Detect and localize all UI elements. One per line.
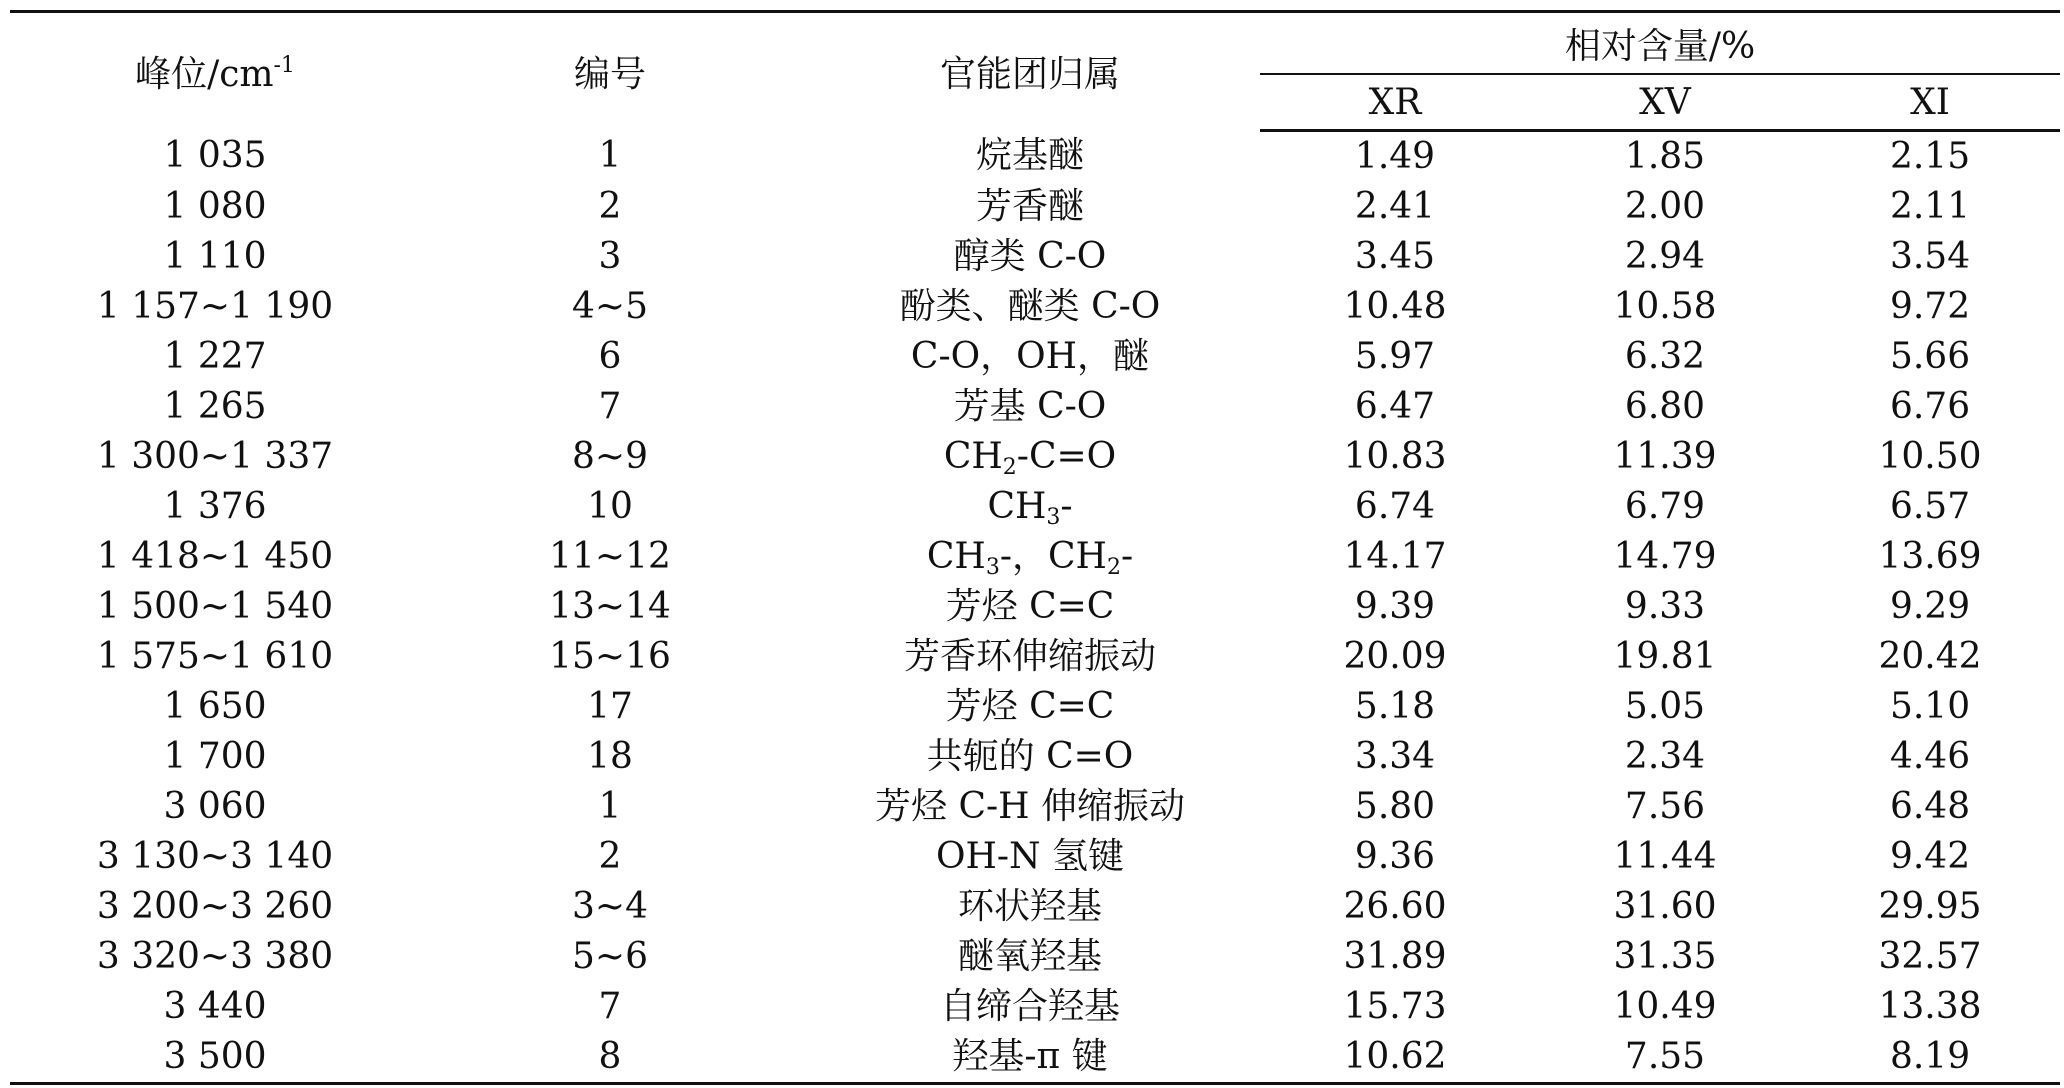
cell-value-xr: 20.09 (1343, 636, 1447, 677)
cell-assignment: 烷基醚 (975, 135, 1084, 177)
cell-value-xv: 11.39 (1613, 436, 1717, 477)
cell-value-xv: 7.55 (1530, 1032, 1800, 1084)
cell-value-xv: 9.33 (1624, 586, 1706, 627)
table-row (10, 732, 2060, 782)
cell-assignment: 环状羟基 (957, 886, 1102, 927)
cell-number: 10 (587, 486, 633, 527)
table-row (10, 332, 2060, 382)
cell-value-xr: 5.97 (1354, 336, 1436, 377)
cell-number: 2 (598, 836, 622, 877)
cell-value-xi: 6.57 (1889, 486, 1971, 527)
cell-value-xi: 13.38 (1878, 986, 1982, 1027)
cell-number: 15~16 (549, 636, 671, 677)
cell-assignment: 醚氧羟基 (957, 936, 1102, 977)
cell-value-xr: 5.80 (1354, 786, 1436, 827)
formula-text: CH (943, 436, 1003, 477)
cell-number: 4~5 (572, 286, 648, 327)
header-sample-xv: XV (1530, 74, 1800, 131)
cell-assignment: 芳烃 C=C (945, 686, 1115, 727)
cell-value-xv: 14.79 (1613, 536, 1717, 577)
cell-value-xr: 26.60 (1343, 886, 1447, 927)
cell-value-xr: 3.45 (1354, 236, 1436, 277)
table-row (10, 782, 2060, 832)
header-relative-content: 相对含量/% (1260, 12, 2060, 75)
cell-value-xi: 13.69 (1878, 536, 1982, 577)
cell-value-xi: 9.72 (1889, 286, 1971, 327)
header-peak-position-label: 峰位/cm (135, 54, 274, 96)
cell-value-xr: 9.36 (1354, 836, 1436, 877)
cell-peak-position: 1 376 (163, 486, 267, 527)
cell-number: 8~9 (572, 436, 648, 477)
cell-peak-position: 1 265 (163, 386, 267, 427)
cell-value-xi: 9.42 (1889, 836, 1971, 877)
cell-number: 6 (598, 336, 622, 377)
cell-number: 1 (598, 786, 622, 827)
formula-text: - (1060, 486, 1073, 527)
cell-value-xv: 2.34 (1624, 736, 1706, 777)
cell-value-xv: 10.58 (1613, 286, 1717, 327)
cell-number: 3~4 (572, 886, 648, 927)
cell-number: 18 (587, 736, 633, 777)
cell-peak-position: 1 700 (163, 736, 267, 777)
formula-subscript: 3 (1046, 505, 1061, 530)
cell-value-xi: 6.76 (1889, 386, 1971, 427)
cell-value-xv: 31.60 (1613, 886, 1717, 927)
table-row (10, 1032, 2060, 1084)
formula-text: -C=O (1016, 436, 1117, 477)
header-sample-xr: XR (1260, 74, 1530, 131)
cell-assignment (800, 432, 1260, 482)
cell-assignment: 共轭的 C=O (926, 736, 1134, 777)
cell-value-xv: 1.85 (1624, 136, 1706, 177)
cell-value-xr: 5.18 (1354, 686, 1436, 727)
cell-assignment: 芳香环伸缩振动 (903, 636, 1156, 677)
formula-text: CH (926, 536, 986, 577)
header-number: 编号 (420, 12, 800, 131)
table-row (10, 182, 2060, 232)
table-row (10, 582, 2060, 632)
cell-value-xi: 6.48 (1889, 786, 1971, 827)
cell-value-xr: 1.49 (1354, 136, 1436, 177)
cell-assignment: 芳烃 C=C (945, 586, 1115, 627)
table-row (10, 232, 2060, 282)
cell-value-xi: 8.19 (1800, 1032, 2060, 1084)
cell-value-xr: 15.73 (1343, 986, 1447, 1027)
cell-peak-position: 3 200~3 260 (96, 886, 334, 927)
cell-assignment: 芳烃 C-H 伸缩振动 (875, 786, 1185, 827)
cell-value-xr: 6.47 (1354, 386, 1436, 427)
cell-assignment (800, 532, 1260, 582)
cell-value-xr: 3.34 (1354, 736, 1436, 777)
cell-peak-position: 1 575~1 610 (96, 636, 334, 677)
table-row (10, 682, 2060, 732)
cell-number: 17 (587, 686, 633, 727)
table-row (10, 282, 2060, 332)
cell-value-xr: 2.41 (1354, 186, 1436, 227)
cell-value-xv: 6.80 (1624, 386, 1706, 427)
cell-number: 11~12 (549, 536, 671, 577)
cell-value-xv: 31.35 (1613, 936, 1717, 977)
cell-value-xv: 6.32 (1624, 336, 1706, 377)
cell-value-xv: 19.81 (1613, 636, 1717, 677)
cell-value-xi: 20.42 (1878, 636, 1982, 677)
cell-peak-position: 1 157~1 190 (96, 286, 334, 327)
table-row (10, 932, 2060, 982)
cell-value-xv: 7.56 (1624, 786, 1706, 827)
cell-assignment: 醇类 C-O (953, 236, 1107, 277)
cell-peak-position: 1 418~1 450 (96, 536, 334, 577)
table-row (10, 482, 2060, 532)
formula-subscript: 3 (985, 555, 1000, 580)
table-row (10, 832, 2060, 882)
cell-value-xv: 10.49 (1613, 986, 1717, 1027)
cell-value-xv: 6.79 (1624, 486, 1706, 527)
cell-number: 7 (598, 386, 622, 427)
cell-value-xv: 11.44 (1613, 836, 1717, 877)
cell-value-xr: 31.89 (1343, 936, 1447, 977)
table-row (10, 432, 2060, 482)
formula-subscript: 2 (1106, 555, 1121, 580)
cell-value-xr: 10.48 (1343, 286, 1447, 327)
ir-peak-table (10, 10, 2060, 1085)
table-body (10, 131, 2060, 1084)
formula-text: CH (987, 486, 1047, 527)
cell-value-xr: 10.83 (1343, 436, 1447, 477)
cell-assignment: OH-N 氢键 (935, 836, 1125, 877)
cell-assignment (800, 482, 1260, 532)
header-peak-position (10, 12, 420, 131)
table-row (10, 382, 2060, 432)
cell-value-xi: 29.95 (1878, 886, 1982, 927)
cell-peak-position: 1 080 (163, 186, 267, 227)
cell-value-xi: 9.29 (1889, 586, 1971, 627)
cell-peak-position: 1 110 (163, 236, 267, 277)
table-row (10, 632, 2060, 682)
cell-number: 3 (598, 236, 622, 277)
cell-assignment: 酚类、醚类 C-O (899, 286, 1161, 327)
cell-value-xi: 5.66 (1889, 336, 1971, 377)
cell-value-xi: 2.15 (1889, 136, 1971, 177)
table-row (10, 532, 2060, 582)
cell-peak-position: 1 500~1 540 (96, 586, 334, 627)
cell-peak-position: 3 320~3 380 (96, 936, 334, 977)
cell-value-xi: 5.10 (1889, 686, 1971, 727)
cell-assignment: 自缔合羟基 (939, 986, 1120, 1027)
cell-peak-position: 1 300~1 337 (96, 436, 334, 477)
cell-value-xi: 2.11 (1889, 186, 1971, 227)
table-row (10, 982, 2060, 1032)
cell-peak-position: 1 227 (163, 336, 267, 377)
cell-value-xr: 6.74 (1354, 486, 1436, 527)
cell-peak-position: 3 060 (163, 786, 267, 827)
cell-value-xv: 2.94 (1624, 236, 1706, 277)
cell-peak-position: 1 035 (163, 135, 267, 177)
cell-number: 2 (598, 186, 622, 227)
cell-number: 8 (420, 1032, 800, 1084)
header-peak-unit-sup: -1 (273, 53, 295, 79)
cell-number: 1 (598, 135, 622, 177)
cell-value-xi: 3.54 (1889, 236, 1971, 277)
cell-number: 7 (598, 986, 622, 1027)
cell-peak-position: 3 130~3 140 (96, 836, 334, 877)
cell-assignment: 芳香醚 (975, 186, 1084, 227)
cell-value-xr: 9.39 (1354, 586, 1436, 627)
cell-value-xr: 10.62 (1260, 1032, 1530, 1084)
cell-assignment: 羟基-π 键 (800, 1032, 1260, 1084)
header-assignment: 官能团归属 (800, 12, 1260, 131)
cell-value-xi: 4.46 (1889, 736, 1971, 777)
cell-value-xi: 32.57 (1878, 936, 1982, 977)
cell-number: 13~14 (549, 586, 671, 627)
cell-peak-position: 3 500 (10, 1032, 420, 1084)
cell-assignment: 芳基 C-O (953, 386, 1107, 427)
cell-value-xv: 5.05 (1624, 686, 1706, 727)
cell-peak-position: 1 650 (163, 686, 267, 727)
table-row (10, 131, 2060, 183)
cell-peak-position: 3 440 (163, 986, 267, 1027)
table-row (10, 882, 2060, 932)
formula-text: -，CH (999, 536, 1107, 577)
cell-number: 5~6 (572, 936, 648, 977)
cell-value-xv: 2.00 (1624, 186, 1706, 227)
cell-value-xi: 10.50 (1878, 436, 1982, 477)
header-sample-xi: XI (1800, 74, 2060, 131)
cell-assignment: C-O，OH，醚 (910, 336, 1150, 377)
formula-text: - (1120, 536, 1134, 577)
cell-value-xr: 14.17 (1343, 536, 1447, 577)
formula-subscript: 2 (1002, 455, 1017, 480)
